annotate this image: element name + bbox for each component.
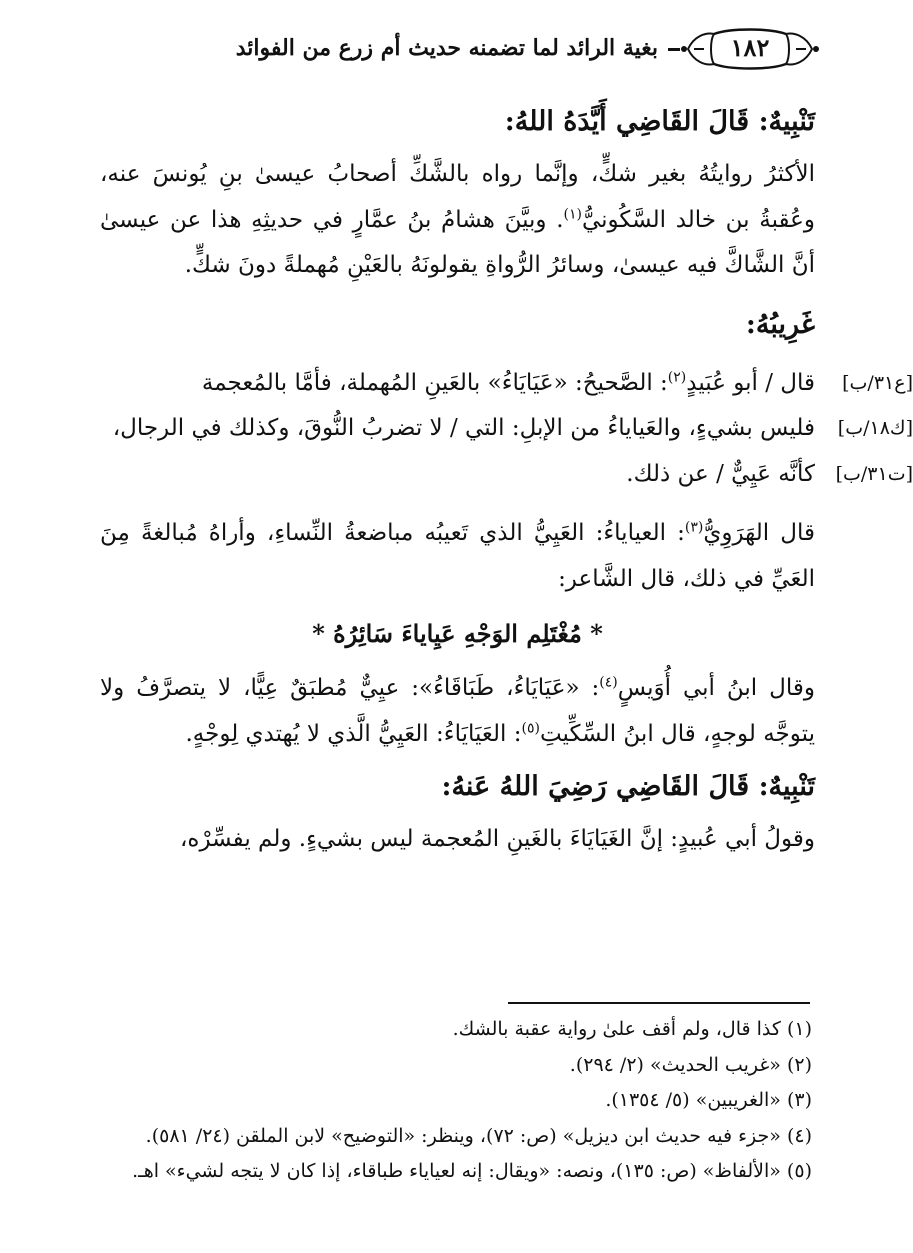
- footnote-ref[interactable]: (٣): [684, 519, 704, 536]
- paragraph-text: كأنَّه عَيِيٌّ / عن ذلك.: [626, 460, 815, 487]
- main-text: [100, 100, 913, 863]
- section-heading: تَنْبِيهٌ: قَالَ القَاضِي رَضِيَ اللهُ عَنهُ:: [441, 771, 815, 802]
- manuscript-ref: [ع٣١/ب]: [842, 371, 913, 394]
- paragraph: [100, 511, 815, 602]
- footnote: (٣) «الغريبين» (٥/ ١٣٥٤).: [605, 1089, 812, 1111]
- paragraph-text: وقال ابنُ أبي أُوَيسٍ: [617, 675, 815, 701]
- paragraph-text: الأكثرُ روايتُهُ بغير شكٍّ، وإنَّما رواه بالشَّكِّ أصحابُ عيسىٰ بنِ يُونسَ عنه، وعُقبةُ بن خالد السَّكُونيُّ: [100, 161, 815, 233]
- footnote: (١) كذا قال، ولم أقف علىٰ رواية عقبة بالشك.: [452, 1018, 812, 1040]
- paragraph-text: : العياياءُ: العَيِيُّ الذي تَعيبُه مباضعةُ النِّساءِ، وأراهُ مُبالغةً مِنَ العَيِّ في ذلك، قال الشَّاعر:: [100, 520, 815, 592]
- paragraph: [100, 666, 815, 757]
- footnote-divider: [508, 1002, 810, 1004]
- footnote: (٤) «جزء فيه حديث ابن ديزيل» (ص: ٧٢)، وينظر: «التوضيح» لابن الملقن (٢٤/ ٥٨١).: [145, 1124, 812, 1147]
- page-number-badge: [680, 24, 820, 74]
- page-number: ١٨٢: [730, 33, 770, 62]
- text-line: [100, 406, 913, 452]
- footnotes: [100, 1012, 812, 1190]
- text-line: [100, 452, 913, 498]
- poetry-verse: * مُغْتَلِم الوَجْهِ عَيِاياءَ سَائِرُهُ *: [312, 619, 603, 648]
- section-heading: تَنْبِيهٌ: قَالَ القَاضِي أَيَّدَهُ اللهُ:: [504, 106, 815, 137]
- paragraph-text: : الصَّحيحُ: «عَيَايَاءُ» بالعَينِ المُهملة، فأمَّا بالمُعجمة: [201, 369, 668, 396]
- paragraph: [100, 152, 815, 289]
- paragraph-text: قال الهَرَوِيُّ: [703, 520, 816, 546]
- footnote-ref[interactable]: (٤): [599, 674, 618, 691]
- paragraph-text: : العَيَايَاءُ: العَيِيُّ الَّذي لا يُهتدي لِوجْهٍ.: [185, 720, 522, 747]
- footnote-ref[interactable]: (١): [563, 205, 582, 222]
- paragraph-text: : «عَيَايَاءُ، طَبَاقَاءُ»: عيِيٌّ مُطبَقٌ عِيًّا، لا يتصرَّفُ ولا يتوجَّه لوجهٍ، قال ابنُ السِّكِّيتِ: [100, 675, 815, 747]
- paragraph: [100, 361, 913, 498]
- paragraph-text: . وبيَّنَ هشامُ بنُ عمَّارٍ في حديثِهِ هذا عن عيسىٰ أنَّ الشَّاكَّ فيه عيسىٰ، وسائرُ الرُّواةِ يقولونَهُ بالعَيْنِ مُهملةً دونَ شكٍّ.: [100, 206, 815, 278]
- text-line: [100, 361, 913, 407]
- paragraph: وقولُ أبي عُبيدٍ: إنَّ الغَيَايَاءَ بالغَينِ المُعجمة ليس بشيءٍ. ولم يفسِّرْه،: [180, 826, 815, 852]
- paragraph-text: قال / أبو عُبَيدٍ: [686, 369, 815, 396]
- footnote-ref[interactable]: (٢): [667, 368, 687, 385]
- footnote: (٢) «غريب الحديث» (٢/ ٢٩٤).: [569, 1053, 812, 1076]
- header-divider: [668, 48, 680, 51]
- running-title: بغية الرائد لما تضمنه حديث أم زرع من الفوائد: [235, 35, 658, 61]
- manuscript-ref: [ك١٨/ب]: [837, 417, 913, 439]
- footnote-ref[interactable]: (٥): [521, 719, 540, 736]
- manuscript-ref: [ت٣١/ب]: [835, 462, 913, 485]
- paragraph-text: فليس بشيءٍ، والعَياياءُ من الإبلِ: التي / لا تضربُ النُّوقَ، وكذلك في الرجال،: [112, 415, 815, 441]
- footnote: (٥) «الألفاظ» (ص: ١٣٥)، ونصه: «ويقال: إنه لعياياء طباقاء، إذا كان لا يتجه لشيء» اهـ.: [132, 1160, 812, 1182]
- page-header: [92, 24, 820, 74]
- section-heading: غَرِيبُهُ:: [745, 308, 815, 340]
